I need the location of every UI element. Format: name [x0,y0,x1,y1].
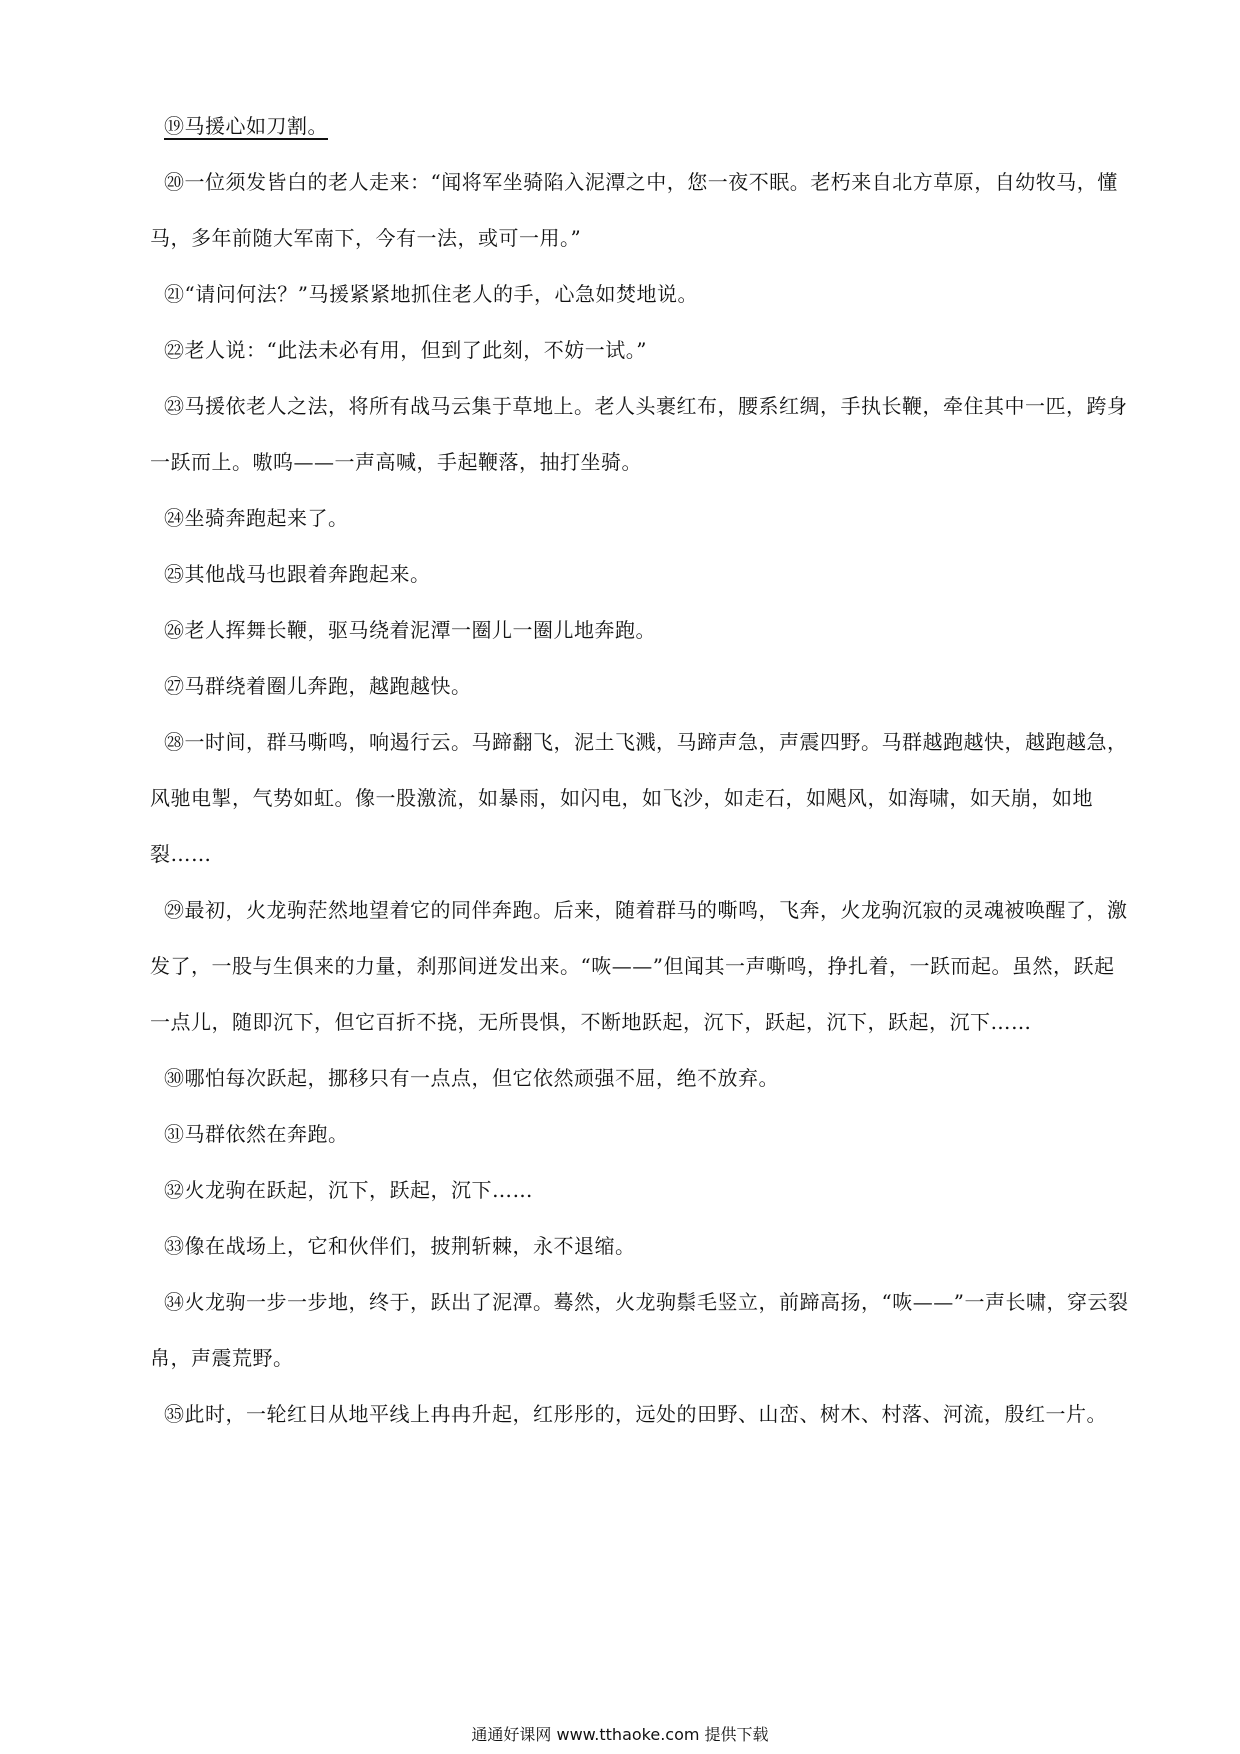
paragraph-26: ㉖老人挥舞长鞭，驱马绕着泥潭一圈儿一圈儿地奔跑。 [164,618,656,642]
paragraph-27: ㉗马群绕着圈儿奔跑，越跑越快。 [164,674,472,698]
paragraph-20: ⑳一位须发皆白的老人走来：“闻将军坐骑陷入泥潭之中，您一夜不眠。老朽来自北方草原，自幼牧马，懂马，多年前随大军南下，今有一法，或可一用。” [150,170,1118,250]
paragraph-30: ㉚哪怕每次跃起，挪移只有一点点，但它依然顽强不屈，绝不放弃。 [164,1066,779,1090]
paragraph-24: ㉔坐骑奔跑起来了。 [164,506,349,530]
paragraph-33: ㉝像在战场上，它和伙伴们，披荆斩棘，永不退缩。 [164,1234,636,1258]
article-body [150,98,1130,1442]
paragraph-31: ㉛马群依然在奔跑。 [164,1122,349,1146]
paragraph-29: ㉙最初，火龙驹茫然地望着它的同伴奔跑。后来，随着群马的嘶鸣，飞奔，火龙驹沉寂的灵魂被唤醒了，激发了，一股与生俱来的力量，刹那间迸发出来。“咴——”但闻其一声嘶鸣，挣扎着，一跃而起。虽然，跃起一点儿，随即沉下，但它百折不挠，无所畏惧，不断地跃起，沉下，跃起，沉下，跃起，沉下…… [150,898,1128,1034]
paragraph-23: ㉓马援依老人之法，将所有战马云集于草地上。老人头裹红布，腰系红绸，手执长鞭，牵住其中一匹，跨身一跃而上。嗷呜——一声高喊，手起鞭落，抽打坐骑。 [150,394,1128,474]
paragraph-19: ⑲马援心如刀割。 [164,114,328,138]
paragraph-35: ㉟此时，一轮红日从地平线上冉冉升起，红彤彤的，远处的田野、山峦、树木、村落、河流，殷红一片。 [164,1402,1107,1426]
page-footer: 通通好课网 www.tthaoke.com 提供下载 [471,1725,769,1744]
paragraph-28: ㉘一时间，群马嘶鸣，响遏行云。马蹄翻飞，泥土飞溅，马蹄声急，声震四野。马群越跑越快，越跑越急，风驰电掣，气势如虹。像一股激流，如暴雨，如闪电，如飞沙，如走石，如飓风，如海啸，如天崩，如地裂…… [150,730,1128,866]
paragraph-25: ㉕其他战马也跟着奔跑起来。 [164,562,431,586]
paragraph-21: ㉑“请问何法？”马援紧紧地抓住老人的手，心急如焚地说。 [164,282,698,306]
paragraph-32: ㉜火龙驹在跃起，沉下，跃起，沉下…… [164,1178,533,1202]
paragraph-22: ㉒老人说：“此法未必有用，但到了此刻，不妨一试。” [164,338,647,362]
paragraph-34: ㉞火龙驹一步一步地，终于，跃出了泥潭。蓦然，火龙驹鬃毛竖立，前蹄高扬，“咴——”一声长啸，穿云裂帛，声震荒野。 [150,1290,1129,1370]
